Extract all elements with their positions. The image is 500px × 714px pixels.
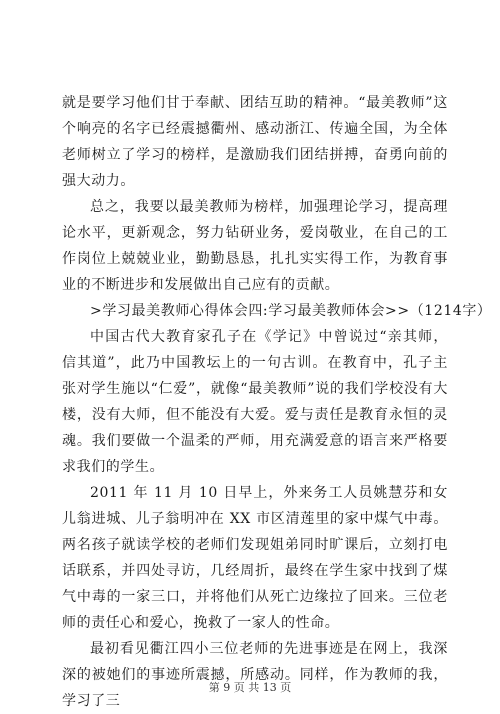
section-heading: >学习最美教师心得体会四:学习最美教师体会>>（1214字） [90, 303, 492, 319]
document-body [62, 90, 492, 714]
paragraph-2: 总之，我要以最美教师为榜样，加强理论学习，提高理论水平，更新观念，努力钻研业务，爱岗敬业，在自己的工作岗位上兢兢业业，勤勤恳恳，扎扎实实得工作，为教育事业的不断进步和发展做出自己应有的贡献。 [62, 199, 448, 293]
paragraph-3: 中国古代大教育家孔子在《学记》中曾说过“亲其师，信其道”，此乃中国教坛上的一句古训。在教育中，孔子主张对学生施以“仁爱”，就像“最美教师”说的我们学校没有大楼，没有大师，但不能没有大爱。爱与责任是教育永恒的灵魂。我们要做一个温柔的严师，用充满爱意的语言来严格要求我们的学生。 [62, 329, 448, 475]
page-number-footer: 第 9 页 共 13 页 [208, 681, 292, 694]
paragraph-1: 就是要学习他们甘于奉献、团结互助的精神。“最美教师”这个响亮的名字已经震撼衢州、感动浙江、传遍全国，为全体老师树立了学习的榜样，是激励我们团结拼搏，奋勇向前的强大动力。 [62, 95, 448, 189]
paragraph-5: 最初看见衢江四小三位老师的先进事迹是在网上，我深深的被她们的事迹所震撼，所感动。同样，作为教师的我，学习了三 [62, 641, 448, 709]
paragraph-4: 2011 年 11 月 10 日早上，外来务工人员姚慧芬和女儿翁进城、儿子翁明冲在 XX 市区清莲里的家中煤气中毒。两名孩子就读学校的老师们发现姐弟同时旷课后，立刻打电话联系，并四处寻访，几经周折，最终在学生家中找到了煤气中毒的一家三口，并将他们从死亡边缘拉了回来。三位老师的责任心和爱心，挽救了一家人的性命。 [62, 485, 448, 631]
